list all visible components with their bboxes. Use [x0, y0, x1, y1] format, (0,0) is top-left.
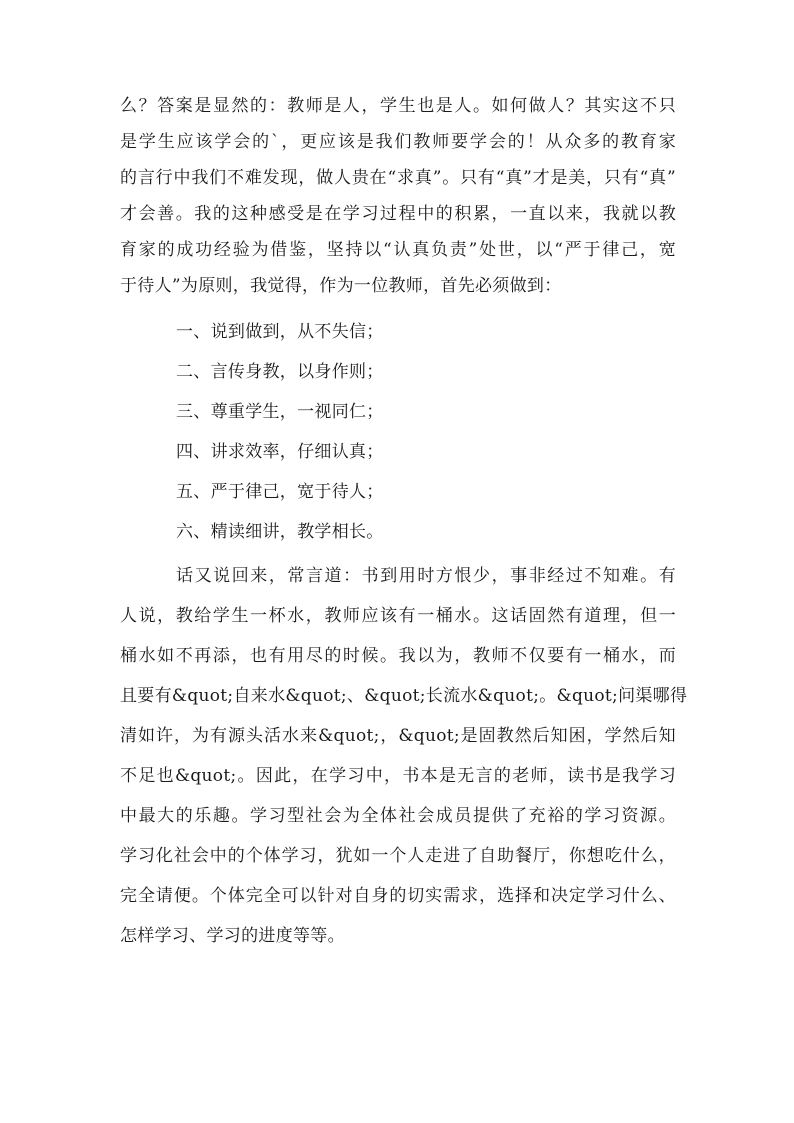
paragraph-1-line-4: 才会善。我的这种感受是在学习过程中的积累，一直以来，我就以教	[120, 204, 676, 224]
paragraph-2-line-6: 不足也&quot;。因此，在学习中，书本是无言的老师，读书是我学习	[120, 766, 676, 786]
paragraph-2-line-7: 中最大的乐趣。学习型社会为全体社会成员提供了充裕的学习资源。	[120, 806, 676, 826]
list-item-4: 四、讲求效率，仔细认真；	[176, 442, 384, 462]
paragraph-2-line-1: 话又说回来，常言道：书到用时方恨少，事非经过不知难。有	[176, 566, 676, 586]
paragraph-2-line-9: 完全请便。个体完全可以针对自身的切实需求，选择和决定学习什么、	[120, 886, 676, 906]
list-item-5: 五、严于律己，宽于待人；	[176, 482, 384, 502]
paragraph-2-line-10: 怎样学习、学习的进度等等。	[120, 926, 345, 946]
list-item-3: 三、尊重学生，一视同仁；	[176, 402, 384, 422]
paragraph-2-line-4: 且要有&quot;自来水&quot;、&quot;长流水&quot;。&quot;问渠哪得	[120, 686, 688, 706]
list-item-2: 二、言传身教，以身作则；	[176, 362, 384, 382]
paragraph-1-line-1: 么？答案是显然的：教师是人，学生也是人。如何做人？其实这不只	[120, 96, 676, 116]
paragraph-2-line-2: 人说，教给学生一杯水，教师应该有一桶水。这话固然有道理，但一	[120, 606, 676, 626]
paragraph-2-line-3: 桶水如不再添，也有用尽的时候。我以为，教师不仅要有一桶水，而	[120, 646, 676, 666]
paragraph-2-line-8: 学习化社会中的个体学习，犹如一个人走进了自助餐厅，你想吃什么，	[120, 846, 676, 866]
paragraph-1-line-5: 育家的成功经验为借鉴，坚持以“认真负责”处世，以“严于律己，宽	[120, 240, 676, 260]
paragraph-1-line-3: 的言行中我们不难发现，做人贵在“求真”。只有“真”才是美，只有“真”	[120, 168, 676, 188]
list-item-6: 六、精读细讲，教学相长。	[176, 522, 384, 542]
paragraph-1-line-2: 是学生应该学会的`，更应该是我们教师要学会的！从众多的教育家	[120, 132, 676, 152]
paragraph-2-line-5: 清如许，为有源头活水来&quot;，&quot;是固教然后知困，学然后知	[120, 726, 676, 746]
list-item-1: 一、说到做到，从不失信；	[176, 322, 384, 342]
paragraph-1-line-6: 于待人”为原则，我觉得，作为一位教师，首先必须做到：	[120, 276, 562, 296]
